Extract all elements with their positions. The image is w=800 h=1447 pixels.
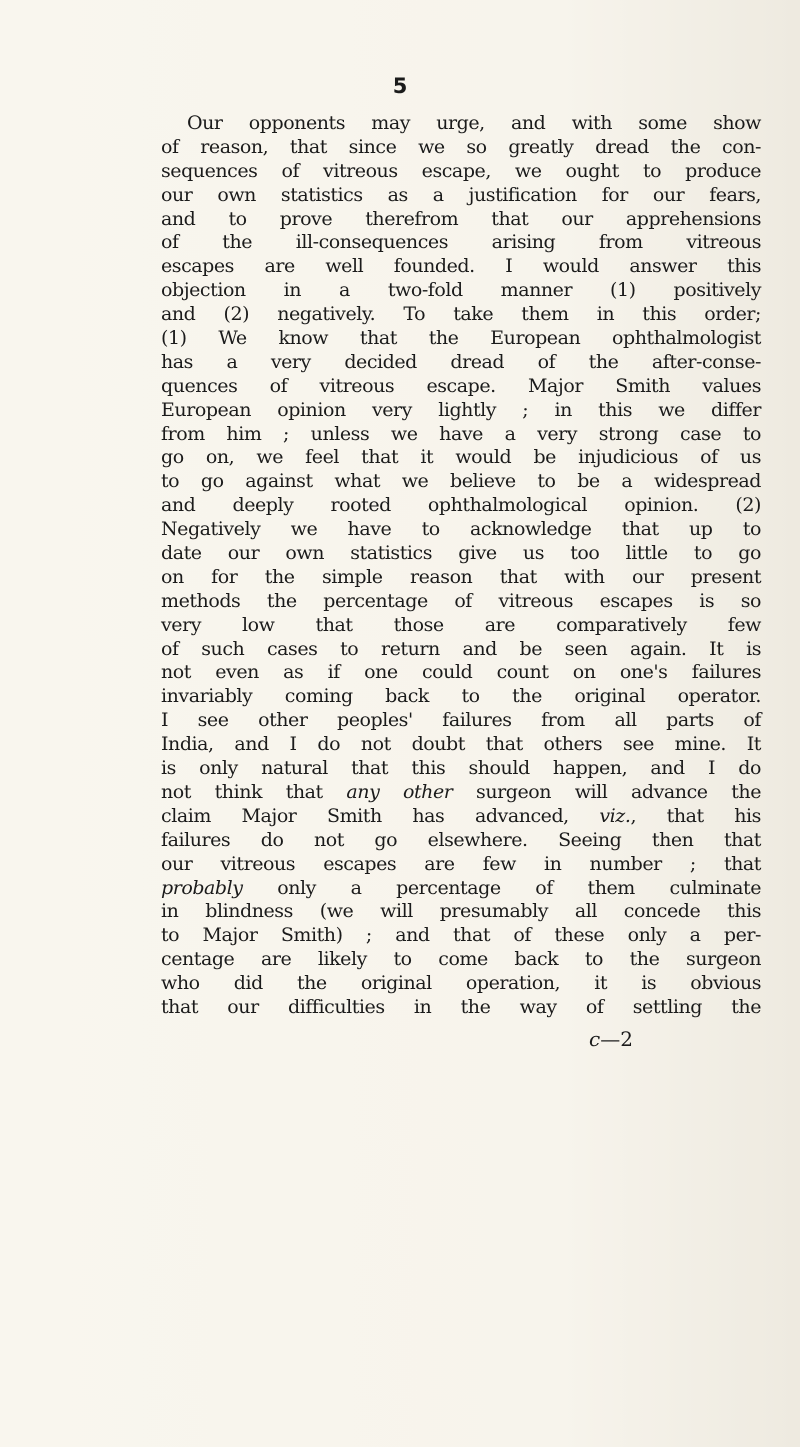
text-run: surgeon will advance the	[452, 780, 761, 803]
text-line: go on, we feel that it would be injudicious of us	[161, 446, 761, 469]
text-line: and deeply rooted ophthalmological opinion. (2)	[161, 494, 761, 517]
text-line: methods the percentage of vitreous escapes is so	[161, 589, 761, 612]
text-line: Negatively we have to acknowledge that up to	[161, 518, 761, 541]
text-line: and (2) negatively. To take them in this order;	[161, 303, 761, 326]
text-line: escapes are well founded. I would answer this	[161, 255, 761, 278]
signature-letter: c	[589, 1027, 601, 1051]
text-line: to Major Smith) ; and that of these only a per-	[161, 924, 761, 947]
page-number: 5	[392, 74, 408, 98]
text-line: our vitreous escapes are few in number ; that	[161, 852, 761, 875]
text-line: is only natural that this should happen, and I do	[161, 757, 761, 780]
text-line: failures do not go elsewhere. Seeing then that	[161, 828, 761, 851]
text-line: (1) We know that the European ophthalmologist	[161, 327, 761, 350]
text-line: that our difficulties in the way of settling the	[161, 995, 761, 1018]
text-line: to go against what we believe to be a widespread	[161, 470, 761, 493]
text-line: of the ill-consequences arising from vitreous	[161, 231, 761, 254]
text-line: on for the simple reason that with our present	[161, 565, 761, 588]
text-line: objection in a two-fold manner (1) positively	[161, 279, 761, 302]
emphasis-text: viz.	[599, 804, 631, 827]
text-line: our own statistics as a justification for our fears,	[161, 183, 761, 206]
text-line: of such cases to return and be seen again. It is	[161, 637, 761, 660]
emphasis-text: probably	[161, 876, 243, 899]
text-line: very low that those are comparatively few	[161, 613, 761, 636]
text-line: I see other peoples' failures from all parts of	[161, 709, 761, 732]
text-line: in blindness (we will presumably all concede this	[161, 900, 761, 923]
text-line: invariably coming back to the original operator.	[161, 685, 761, 708]
text-line: and to prove therefrom that our apprehensions	[161, 207, 761, 230]
text-line: centage are likely to come back to the surgeon	[161, 948, 761, 971]
emphasis-text: any other	[346, 780, 453, 803]
text-run: , that his	[630, 804, 761, 827]
text-line: Our opponents may urge, and with some show	[187, 112, 761, 134]
signature-number: —2	[600, 1027, 633, 1051]
text-line: date our own statistics give us too little to go	[161, 542, 761, 565]
text-line: not even as if one could count on one's failures	[161, 661, 761, 684]
text-line: has a very decided dread of the after-conse-	[161, 350, 761, 373]
text-line	[161, 805, 761, 829]
text-line: from him ; unless we have a very strong case to	[161, 422, 761, 445]
text-line: quences of vitreous escape. Major Smith values	[161, 374, 761, 397]
text-line: India, and I do not doubt that others see mine. It	[161, 733, 761, 756]
text-line	[161, 781, 761, 805]
body-text	[161, 112, 761, 1020]
signature-mark	[589, 1027, 633, 1051]
text-line	[161, 877, 761, 901]
text-run: not think that	[161, 780, 347, 803]
text-run: only a percentage of them culminate	[242, 876, 761, 899]
text-line: who did the original operation, it is obvious	[161, 972, 761, 995]
text-line: of reason, that since we so greatly dread the con-	[161, 135, 761, 158]
text-line: European opinion very lightly ; in this we differ	[161, 398, 761, 421]
text-run: claim Major Smith has advanced,	[161, 804, 600, 827]
text-line: sequences of vitreous escape, we ought to produce	[161, 159, 761, 182]
